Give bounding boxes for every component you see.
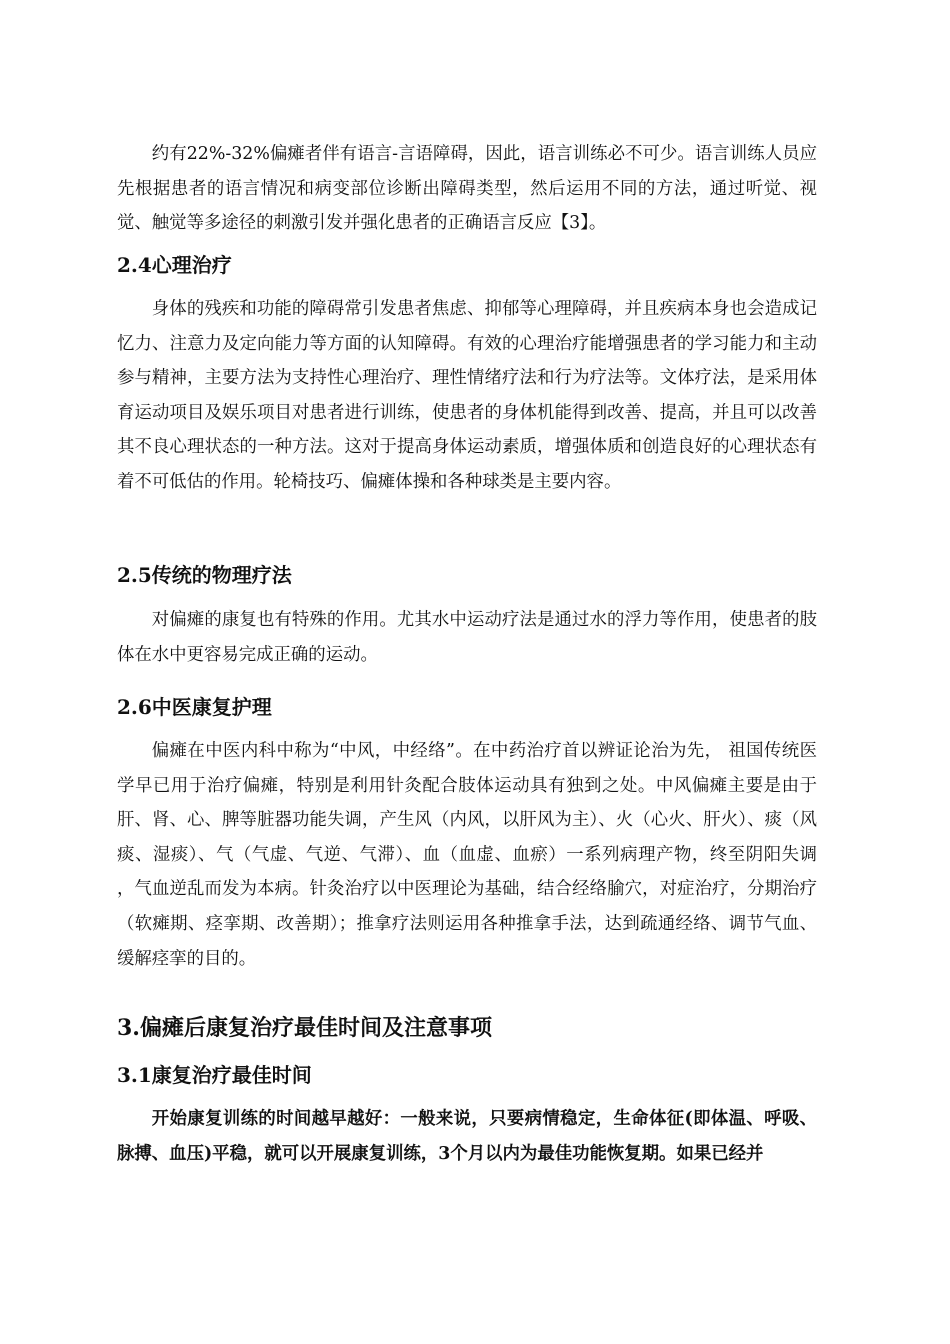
paragraph-psychological-therapy: 身体的残疾和功能的障碍常引发患者焦虑、抑郁等心理障碍，并且疾病本身也会造成记忆力、注意力及定向能力等方面的认知障碍。有效的心理治疗能增强患者的学习能力和主动参与精神，主要方法为支持性心理治疗、理性情绪疗法和行为疗法等。文体疗法，是采用体育运动项目及娱乐项目对患者进行训练，使患者的身体机能得到改善、提高，并且可以改善其不良心理状态的一种方法。这对于提高身体运动素质，增强体质和创造良好的心理状态有着不可低估的作用。轮椅技巧、偏瘫体操和各种球类是主要内容。 <box>117 299 817 492</box>
heading-2-4: 2.4心理治疗 <box>117 253 232 277</box>
heading-3: 3.偏瘫后康复治疗最佳时间及注意事项 <box>117 1015 492 1041</box>
heading-2-6: 2.6中医康复护理 <box>117 695 272 719</box>
heading-3-1: 3.1康复治疗最佳时间 <box>117 1063 312 1087</box>
paragraph-physical-therapy: 对偏瘫的康复也有特殊的作用。尤其水中运动疗法是通过水的浮力等作用，使患者的肢体在水中更容易完成正确的运动。 <box>117 610 817 665</box>
heading-2-5: 2.5传统的物理疗法 <box>117 563 292 587</box>
paragraph-best-time: 开始康复训练的时间越早越好：一般来说，只要病情稳定，生命体征(即体温、呼吸、脉搏、血压)平稳，就可以开展康复训练，3个月以内为最佳功能恢复期。如果已经并 <box>117 1109 817 1164</box>
paragraph-tcm-rehab: 偏瘫在中医内科中称为“中风，中经络”。在中药治疗首以辨证论治为先， 祖国传统医学早已用于治疗偏瘫，特别是利用针灸配合肢体运动具有独到之处。中风偏瘫主要是由于肝、肾、心、脾等脏器功能失调，产生风（内风，以肝风为主）、火（心火、肝火）、痰（风痰、湿痰）、气（气虚、气逆、气滞）、血（血虚、血瘀）一系列病理产物，终至阴阳失调 ，气血逆乱而发为本病。针灸治疗以中医理论为基础，结合经络腧穴，对症治疗，分期治疗（软瘫期、痉挛期、改善期）；推拿疗法则运用各种推拿手法，达到疏通经络、调节气血、缓解痉挛的目的。 <box>117 741 817 969</box>
paragraph-speech-training: 约有22%-32%偏瘫者伴有语言-言语障碍，因此，语言训练必不可少。语言训练人员应先根据患者的语言情况和病变部位诊断出障碍类型，然后运用不同的方法，通过听觉、视觉、触觉等多途径的刺激引发并强化患者的正确语言反应【3】。 <box>117 144 817 234</box>
